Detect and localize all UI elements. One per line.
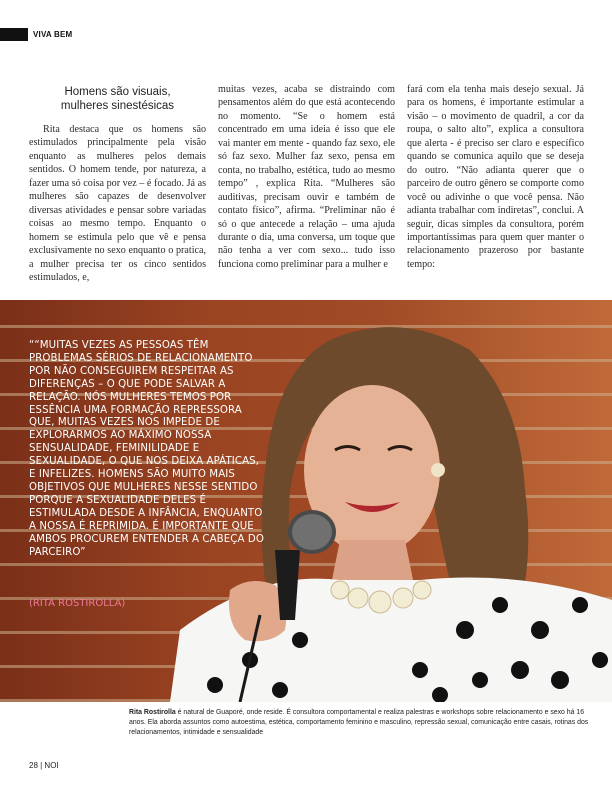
article-column-3 bbox=[407, 83, 584, 298]
article-subhead bbox=[29, 85, 206, 113]
caption-name: Rita Rostirolla bbox=[129, 709, 176, 716]
section-tag bbox=[0, 28, 72, 41]
photo-caption bbox=[129, 708, 589, 739]
article-body bbox=[29, 83, 586, 298]
page-folio: 28 | NOI bbox=[29, 761, 59, 770]
article-column-2 bbox=[218, 83, 395, 298]
caption-text: é natural de Guaporé, onde reside. É consultora comportamental e realiza palestras e workshops sobre relacionamento e sexo há 16 anos. Ela aborda assuntos como autoestima, estética, comportamento feminino e masculino, repressão sexual, comunicação entre casais, rotinas dos relacionamentos, intimidade e sensualidade bbox=[129, 709, 589, 737]
column-1-text: Rita destaca que os homens são estimulados principalmente pela visão enquanto as mulheres pelos demais sentidos. O homem tende, por natureza, a fazer uma só coisa por vez – é focado. Já as mulheres são capazes de desenvolver diversas atividades e pensar sobre variadas coisas ao mesmo tempo. Enquanto o homem se estimula pelo que vê e pensa exclusivamente no sexo enquanto o pratica, a mulher precisa ter os cinco sentidos estimulados, e, bbox=[29, 124, 206, 283]
pull-quote: ““MUITAS VEZES AS PESSOAS TÊM PROBLEMAS SÉRIOS DE RELACIONAMENTO POR NÃO CONSEGUIREM RESPEITAR AS DIFERENÇAS – O QUE PODE SALVAR A RELAÇÃO. NÓS MULHERES TEMOS POR ESSÊNCIA UMA FORMAÇÃO REPRESSORA QUE, MUITAS VEZES NOS IMPEDE DE EXPLORARMOS AO MÁXIMO NOSSA SENSUALIDADE, FEMINILIDADE E SEXUALIDADE, O QUE NOS DEIXA APÁTICAS, E INFELIZES. HOMENS SÃO MUITO MAIS OBJETIVOS QUE MULHERES NESSE SENTIDO PORQUE A SEXUALIDADE DELES É ESTIMULADA DESDE A INFÂNCIA, ENQUANTO A NOSSA É REPRIMIDA. É IMPORTANTE QUE AMBOS PROCUREM ENTENDER A CABEÇA DO PARCEIRO” bbox=[29, 340, 264, 558]
column-2-text: muitas vezes, acaba se distraindo com pensamentos além do que está acontecendo no momento. “Se o homem está concentrado em uma ideia é isso que ele vai manter em mente - quando faz sexo, ele só faz sexo. Mulher faz sexo, pensa em conta, no trabalho, estética, tudo ao mesmo tempo” , explica Rita. “Mulheres são auditivas, precisam ouvir e também de contato físico”, afirma. “Preliminar não é só o que antecede a relação – uma ajuda durante o dia, uma conversa, um toque que não tenha a ver com sexo... tudo isso funciona como preliminar para a mulher e bbox=[218, 84, 395, 270]
quote-author: (RITA ROSTIROLLA) bbox=[29, 598, 126, 609]
article-column-1 bbox=[29, 83, 206, 298]
column-3-text: fará com ela tenha mais desejo sexual. Já para os homens, é importante estimular a visão – o movimento de quadril, a cor da roupa, o salto alto”, explica a consultora que alerta - é preciso ser claro e específico quando se comunica aquilo que se deseja do outro. “Não adianta querer que o parceiro de outro gênero se comporte como você ou adivinhe o que você pensa. Não adianta trabalhar com indiretas”, conclui. A seguir, dicas simples da consultora, porém importantíssimas para quem quer manter o relacionamento prazeroso por bastante tempo: bbox=[407, 84, 584, 270]
section-label: VIVA BEM bbox=[33, 30, 73, 39]
subhead-line-1: Homens são visuais, bbox=[64, 86, 171, 98]
section-bar bbox=[0, 28, 28, 41]
subhead-line-2: mulheres sinestésicas bbox=[60, 100, 175, 112]
